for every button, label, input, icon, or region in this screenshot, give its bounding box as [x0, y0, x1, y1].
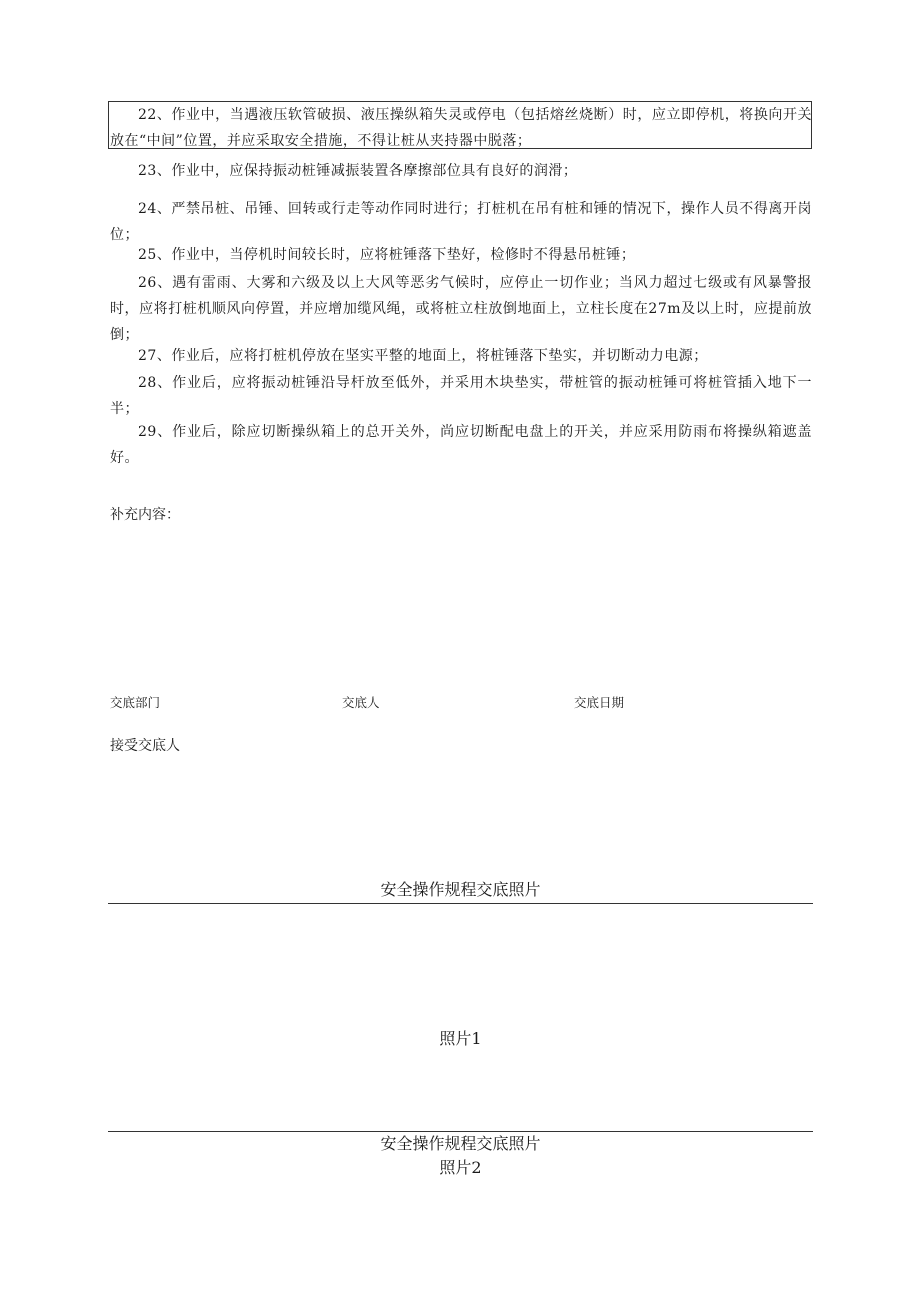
clause-24: 24、严禁吊桩、吊锤、回转或行走等动作同时进行；打桩机在吊有桩和锤的情况下，操作人员不得离开岗位； [110, 201, 812, 243]
clause-25: 25、作业中，当停机时间较长时，应将桩锤落下垫好，检修时不得悬吊桩锤； [138, 247, 636, 263]
section-divider-2 [108, 1131, 813, 1132]
clause-29: 29、作业后，除应切断操纵箱上的总开关外，尚应切断配电盘上的开关，并应采用防雨布将操纵箱遮盖好。 [110, 424, 812, 466]
date-label: 交底日期 [574, 695, 625, 710]
clause-28: 28、作业后，应将振动桩锤沿导杆放至低外，并采用木块垫实，带桩管的振动桩锤可将桩管插入地下一半； [110, 375, 812, 417]
clause-27: 27、作业后，应将打桩机停放在坚实平整的地面上，将桩锤落下垫实，并切断动力电源； [138, 348, 708, 364]
clause-22: 22、作业中，当遇液压软管破损、液压操纵箱失灵或停电（包括熔丝烧断）时，应立即停机，将换向开关放在“中间”位置，并应采取安全措施，不得让桩从夹持器中脱落； [110, 107, 812, 149]
section-divider-1 [108, 903, 813, 904]
photo-label-2: 照片2 [439, 1158, 482, 1177]
person-label: 交底人 [342, 695, 380, 710]
clause-23: 23、作业中，应保持振动桩锤减振装置各摩擦部位具有良好的润滑； [138, 163, 578, 179]
clause-26: 26、遇有雷雨、大雾和六级及以上大风等恶劣气候时，应停止一切作业；当风力超过七级或有风暴警报时，应将打桩机顺风向停置，并应增加缆风绳，或将桩立柱放倒地面上，立柱长度在27m及以上时，应提前放倒； [110, 275, 812, 343]
supplement-label: 补充内容： [110, 507, 180, 523]
photo-label-1: 照片1 [439, 1029, 482, 1048]
photo-section-title-1: 安全操作规程交底照片 [380, 880, 541, 899]
department-label: 交底部门 [110, 695, 161, 710]
receiver-label: 接受交底人 [110, 738, 180, 754]
photo-section-title-2: 安全操作规程交底照片 [380, 1134, 541, 1153]
